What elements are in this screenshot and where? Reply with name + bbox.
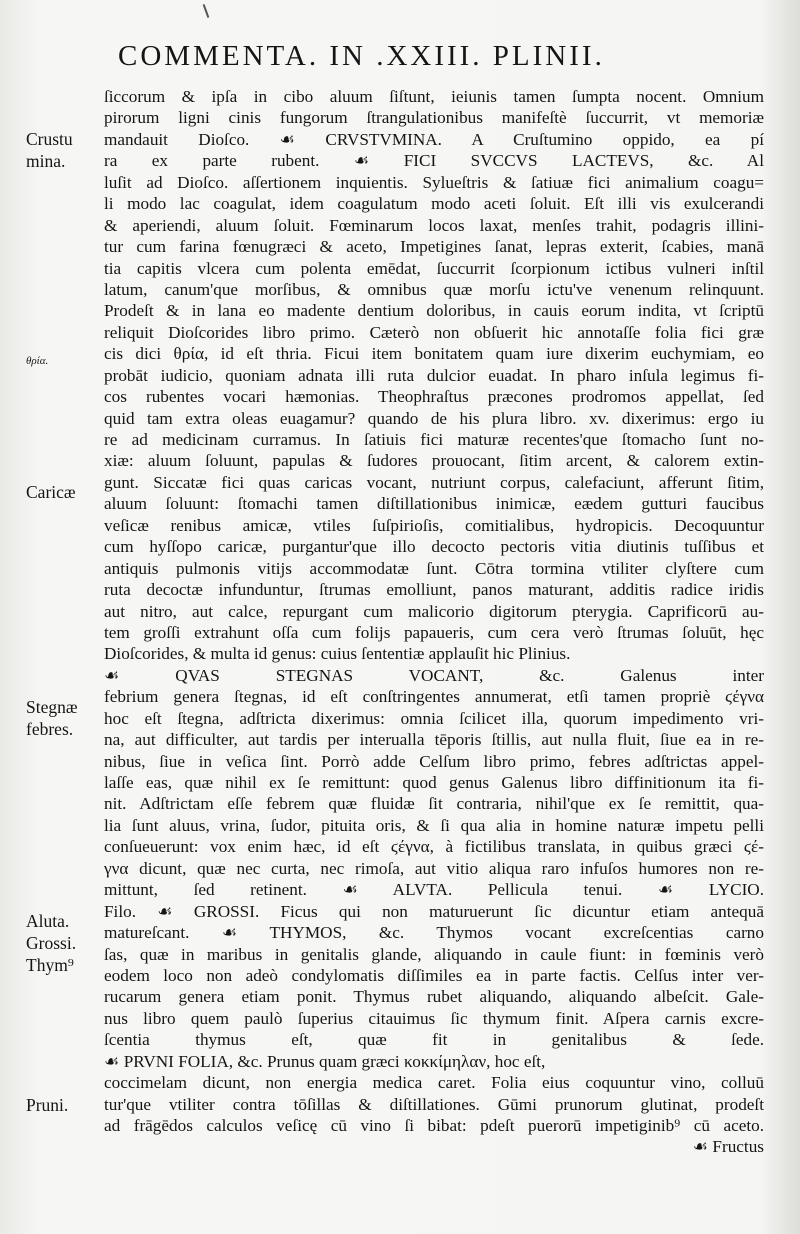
margin-note-pruni: Pruni. [26,1095,69,1115]
text-line: aut nitro, aut calce, repurgant cum malicorio digitorum pterygia. Caprificorū au- [104,601,764,621]
text-line: latum, canum'que morſibus, & omnibus quæ morſu ictu've venenum relinquunt. [104,279,764,299]
text-line: cis dici θρία, id eſt thria. Ficui item bonitatem quam iure dixerim euchymiam, eo [104,344,764,364]
text-line: ſiccorum & ipſa in cibo aluum ſiſtunt, ieiunis tamen ſumpta nocent. Omnium [104,87,764,106]
margin-note-aluta-grossi-thym: Aluta. Grossi. Thym⁹ [26,911,77,975]
text-line: Dioſcorides, & multa id genus: cuius ſententiæ applauſit hic Plinius. [104,644,571,664]
text-line: rucarum genera etiam ponit. Thymus rubet aliquando, aliquando albeſcit. Gale- [104,987,764,1007]
margin-note-crustumina: Crustu mina. [26,129,73,171]
text-line: cum hyſſopo caricæ, purgantur'que illo decocto pectoris vitia diutinis tuſſibus et [104,537,764,557]
page-edge-mark [203,4,210,18]
text-line: cos rubentes vocari hæmonias. Theophraſtus præcones prodromos appellat, ſed [104,387,764,407]
text-line: luſit ad Dioſco. aſſertionem inquientis. Sylueſtris & ſatiuæ fici animalium coagu= [104,172,764,192]
text-line: tia capitis vlcera cum polenta emēdat, ſuccurrit ſcorpionum ictibus vulneri inſtil [104,258,764,278]
text-line: hoc eſt ſtegna, adſtricta dixerimus: omnia ſcilicet illa, quorum impedimento vri- [104,708,764,728]
text-line: ☙ Fructus [692,1137,764,1157]
text-line: & aperiendi, aluum ſoluit. Fœminarum locos laxat, menſes trahit, podagris illini- [104,215,764,235]
text-line: na, aut difficulter, aut tardis per interualla tēporis ſtillis, aut nulla fluit, ſiue ea in re- [104,730,764,750]
text-line: quid tam extra oleas euagamur? quando de his plura libro. xv. dixerimus: ergo iu [104,408,764,428]
margin-note-greek: θρία. [26,355,49,367]
text-line: aluum ſoluunt: ſtomachi tamen diſtillationibus inimicæ, eædem gutturi faucibus [104,494,764,514]
text-line: Filo. ☙ GROSSI. Ficus qui non maturuerunt ſic dicuntur etiam antequā [104,901,764,921]
text-line: ad frāgēdos calculos veſicę cū vino ſi bibat: pdeſt puerorū impetiginib⁹ cū aceto. [104,1116,764,1135]
text-line: laſſe eas, quæ nihil ex ſe remittunt: quod genus Galenus libro diffinitionum ita fi- [104,773,764,792]
text-line: ſcentia thymus eſt, quæ fit in genitalibus & ſede. [104,1030,764,1050]
text-line: lia ſunt aluus, vrina, ſudor, pituita oris, & ſi qua alia in homine naturæ impetu pelli [104,815,764,835]
margin-notes [0,0,104,1234]
text-line: antiquis pulmonis vitijs accommodatæ ſunt. Cōtra tormina vtiliter clyſtere cum [104,558,764,578]
text-line: Prodeſt & in lana eo madente dentium doloribus, in cauis eorum indita, vt ſcriptū [104,301,764,321]
text-line: ☙ PRVNI FOLIA, &c. Prunus quam græci κοκκίμηλαν, hoc eſt, [104,1051,546,1071]
text-line: tur cum farina fœnugræci & aceto, Impetigines ſanat, lepras exterit, ſcabies, manā [104,237,764,257]
commentary-text-block [104,86,764,1158]
text-line: nit. Adſtrictam eſſe febrem quæ fluidæ ſit contraria, nihil'que ex ſe remittit, qua- [104,794,764,814]
text-line: febrium genera ſtegnas, id eſt conſtringentes annumerat, etſi tamen propriè ϛέγνα [104,687,764,707]
margin-note-stegnae: Stegnæ febres. [26,697,78,739]
text-line: pirorum ligni cinis fungorum ſtrangulationibus manifeſtè ſuccurrit, vt memoriæ [104,108,764,128]
text-line: re ad medicinam curramus. In ſatiuis fici maturæ recentes'que ſtomacho ſunt no- [104,430,764,449]
text-line: γνα dicunt, quæ nec curta, nec rimoſa, aut vitio aliqua raro infuſos humores non re- [104,858,764,878]
text-line: eodem loco non adeò condylomatis diſſimiles ea in parte factis. Celſus inter ver- [104,965,764,985]
text-line: ra ex parte rubent. ☙ FICI SVCCVS LACTEVS, &c. Al [104,151,764,171]
text-line: conſueuerunt: vox enim hæc, id eſt ϛέγνα, à fictilibus translata, in quibus græci ϛέ- [104,837,764,857]
text-line: mittunt, ſed retinent. ☙ ALVTA. Pellicula tenui. ☙ LYCIO. [104,880,764,900]
running-head: COMMENTA. IN .XXIII. PLINII. [118,40,605,72]
text-line: mandauit Dioſco. ☙ CRVSTVMINA. A Cruſtumino oppido, ea pí [104,129,764,149]
text-line: tur'que vtiliter contra tōſillas & diſtillationes. Gūmi prunorum glutinat, prodeſt [104,1094,764,1114]
text-line: ruta decoctæ infunduntur, ſtrumas emolliunt, panos maturant, additis radice iridis [104,580,764,600]
text-line: xiæ: aluum ſoluunt, papulas & ſudores prouocant, ſitim arcent, & calorem extin- [104,451,764,471]
text-line: li modo lac coagulat, idem coagulatum modo aceti ſoluit. Eſt illi vis exulcerandi [104,194,764,214]
text-line: coccimelam dicunt, non energia medica caret. Folia eius coquuntur vino, colluū [104,1073,764,1093]
text-line: nus libro quem paulò ſuperius citauimus ſic thymum finit. Aſpera carnis excre- [104,1008,764,1028]
text-line: nibus, ſiue in veſica ſint. Porrò adde Celſum libro primo, febres adſtrictas appel- [104,751,764,771]
text-line: tem groſſi extrahunt oſſa cum folijs papaueris, cum cera verò ſtrumas ſoluūt, hęc [104,622,764,642]
text-line: probāt iudicio, quoniam adnata illi ruta dulcior euadat. In pharo inſula legimus fi- [104,365,764,385]
text-line: matureſcant. ☙ THYMOS, &c. Thymos vocant excreſcentias carno [104,923,764,943]
text-line: ☙ QVAS STEGNAS VOCANT, &c. Galenus inter [104,665,764,685]
text-line: ſas, quæ in maribus in genitalis glande, aliquando in caule fiunt: in fœminis verò [104,944,764,964]
text-line: veſicæ renibus amicæ, vtiles ſuſpirioſis, comitialibus, hydropicis. Decoquuntur [104,515,764,535]
text-line: gunt. Siccatæ fici quas caricas vocant, nutriunt corpus, calefaciunt, afferunt ſitim, [104,472,764,492]
text-line: reliquit Dioſcorides libro primo. Cæterò non obſuerit hic annotaſſe folia fici græ [104,322,764,342]
margin-note-caricae: Caricæ [26,482,76,502]
